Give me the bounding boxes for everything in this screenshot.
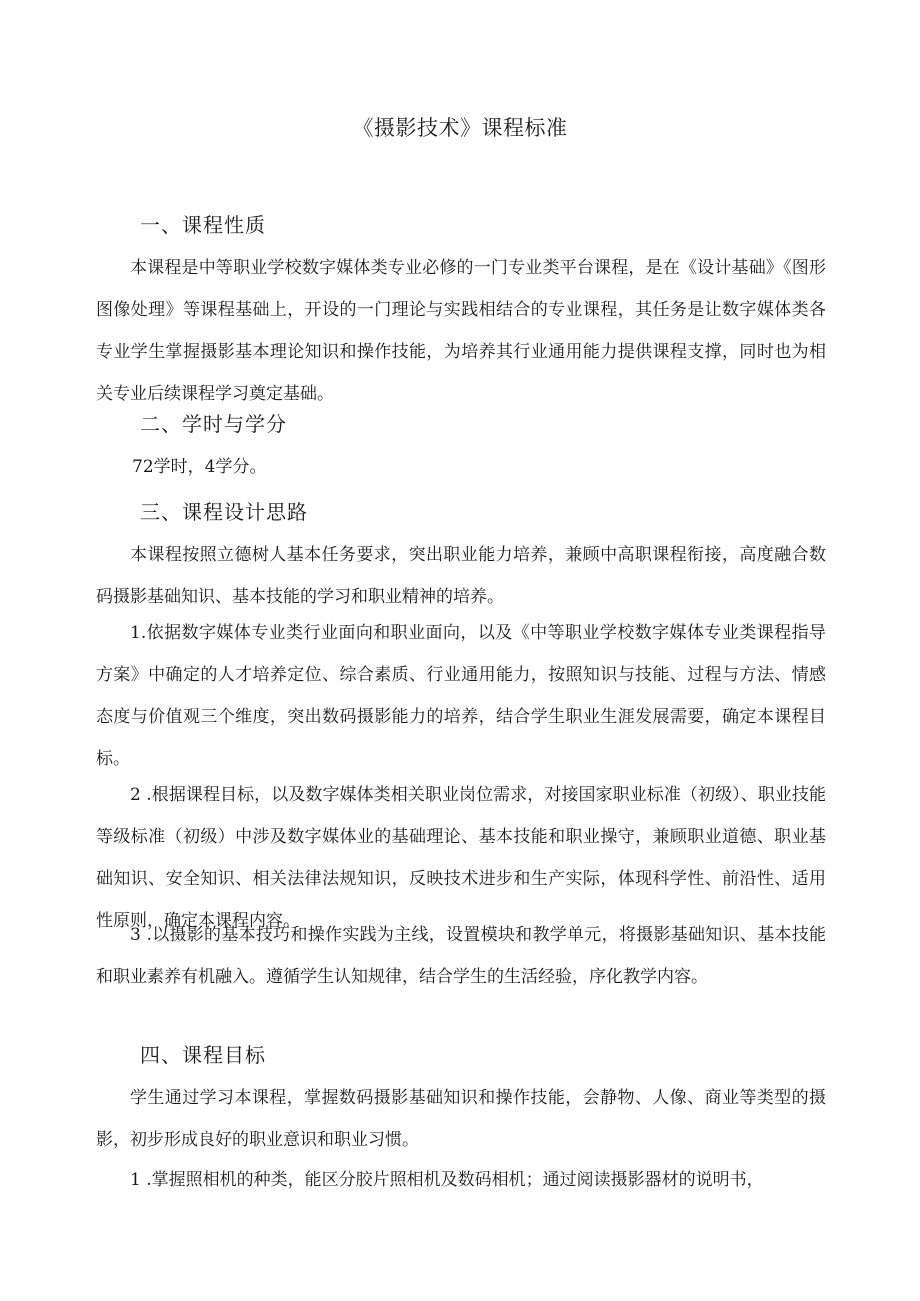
section-heading-design-ideas: 三、课程设计思路 bbox=[140, 500, 308, 524]
section-heading-objectives: 四、课程目标 bbox=[140, 1043, 266, 1067]
paragraph-objectives-intro: 学生通过学习本课程，掌握数码摄影基础知识和操作技能，会静物、人像、商业等类型的摄影，初步形成良好的职业意识和职业习惯。 bbox=[96, 1088, 826, 1150]
paragraph-objectives-item-1: 1 .掌握照相机的种类，能区分胶片照相机及数码相机；通过阅读摄影器材的说明书， bbox=[130, 1170, 764, 1190]
section-heading-nature: 一、课程性质 bbox=[140, 213, 266, 237]
document-title: 《摄影技术》课程标准 bbox=[352, 116, 568, 140]
paragraph-nature: 本课程是中等职业学校数字媒体类专业必修的一门专业类平台课程，是在《设计基础》《图形图像处理》等课程基础上，开设的一门理论与实践相结合的专业课程，其任务是让数字媒体类各专业学生掌握摄影基本理论知识和操作技能，为培养其行业通用能力提供课程支撑，同时也为相关专业后续课程学习奠定基础。 bbox=[96, 258, 826, 404]
paragraph-design-item-3: 3 .以摄影的基本技巧和操作实践为主线，设置模块和教学单元，将摄影基础知识、基本技能和职业素养有机融入。遵循学生认知规律，结合学生的生活经验，序化教学内容。 bbox=[96, 925, 826, 987]
paragraph-design-intro: 本课程按照立德树人基本任务要求，突出职业能力培养，兼顾中高职课程衔接，高度融合数码摄影基础知识、基本技能的学习和职业精神的培养。 bbox=[96, 545, 826, 607]
paragraph-hours-credits: 72学时，4学分。 bbox=[132, 457, 267, 477]
paragraph-design-item-2: 2 .根据课程目标，以及数字媒体类相关职业岗位需求，对接国家职业标准（初级）、职业技能等级标准（初级）中涉及数字媒体业的基础理论、基本技能和职业操守，兼顾职业道德、职业基础知识、安全知识、相关法律法规知识，反映技术进步和生产实际，体现科学性、前沿性、适用性原则，确定本课程内容。 bbox=[96, 785, 826, 931]
paragraph-design-item-1: 1.依据数字媒体专业类行业面向和职业面向，以及《中等职业学校数字媒体专业类课程指导方案》中确定的人才培养定位、综合素质、行业通用能力，按照知识与技能、过程与方法、情感态度与价值观三个维度，突出数码摄影能力的培养，结合学生职业生涯发展需要，确定本课程目标。 bbox=[96, 623, 826, 769]
section-heading-hours-credits: 二、学时与学分 bbox=[140, 412, 287, 436]
